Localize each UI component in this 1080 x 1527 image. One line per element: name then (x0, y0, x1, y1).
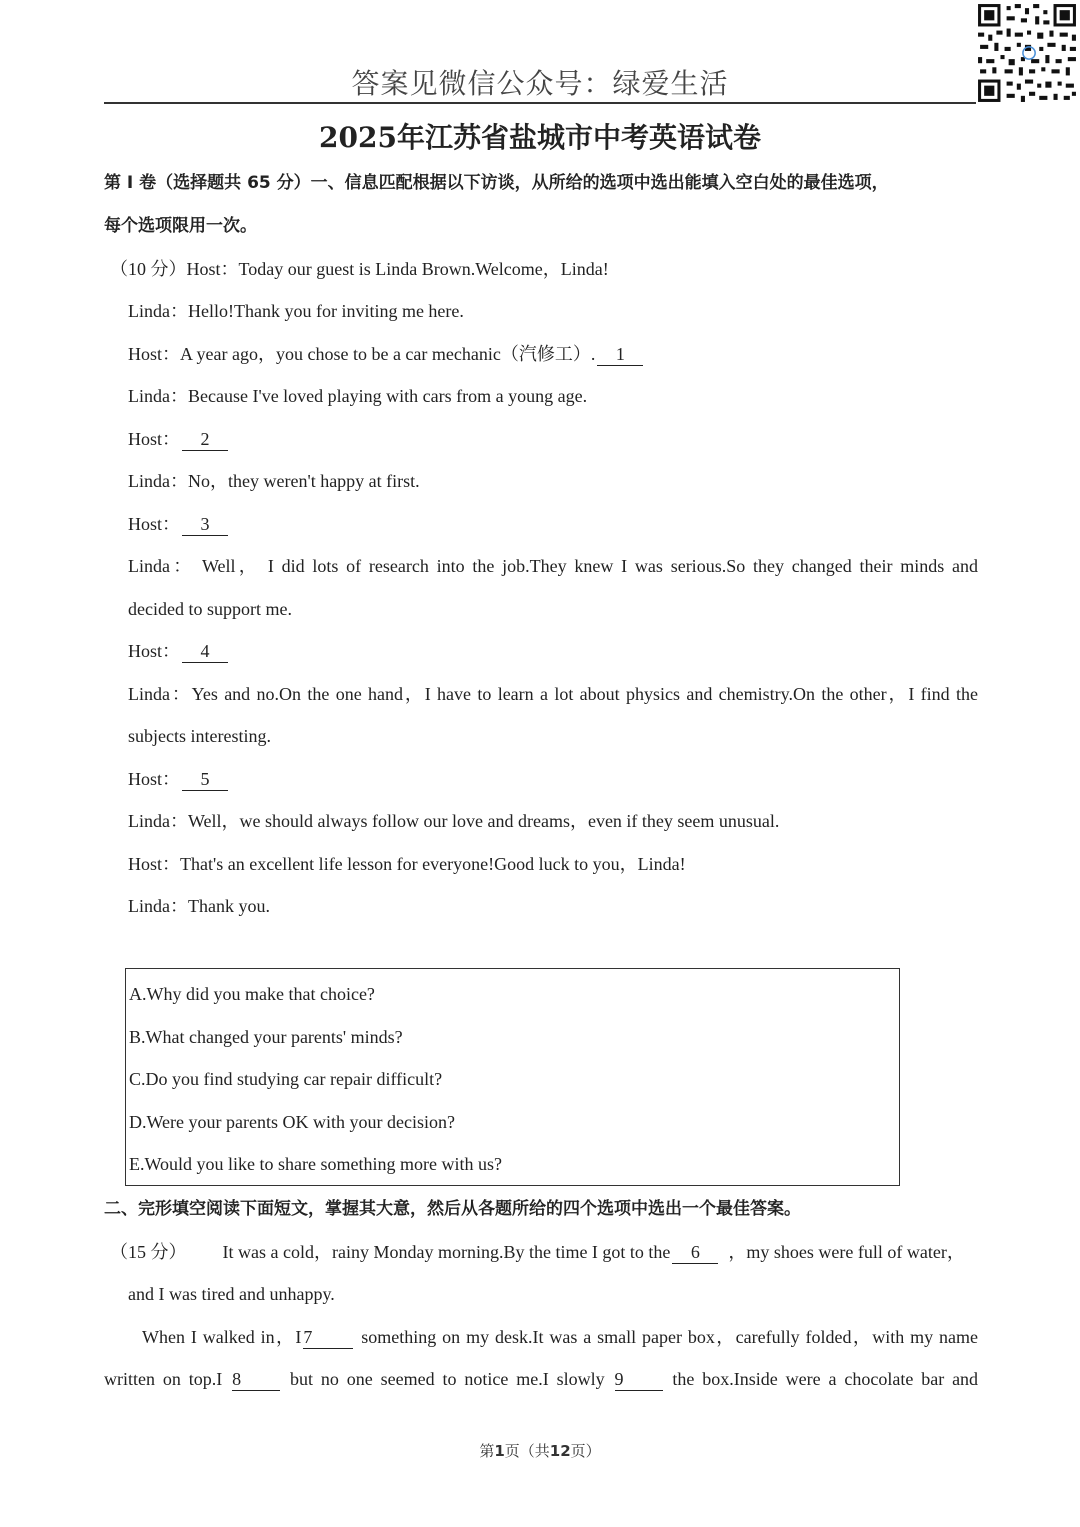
cloze-line-3 (142, 1324, 978, 1350)
cloze-score: （15 分） (110, 1242, 187, 1262)
cloze-text-1b: ，my shoes were full of water， (728, 1242, 965, 1262)
host-label: Host： (128, 514, 181, 534)
blank-5: 5 (182, 768, 228, 791)
option-e: E.Would you like to share something more with us? (129, 1154, 502, 1174)
blank-6: 6 (672, 1241, 718, 1264)
dialogue-line-7 (128, 511, 230, 537)
blank-3: 3 (182, 513, 228, 536)
blank-8: 8 (232, 1368, 280, 1391)
cloze-line-1 (110, 1239, 965, 1265)
dialogue-line-15: Host：That's an excellent life lesson for everyone!Good luck to you，Linda! (128, 854, 686, 874)
dialogue-line-10 (128, 638, 230, 664)
cloze-text-4c: the box.Inside were a chocolate bar and (672, 1369, 979, 1389)
dialogue-line-4: Linda：Because I've loved playing with cars from a young age. (128, 386, 588, 406)
footer-mid: 页（共 (504, 1442, 550, 1460)
option-b: B.What changed your parents' minds? (129, 1027, 403, 1047)
dialogue-line-12: subjects interesting. (128, 726, 271, 746)
cloze-line-4 (104, 1366, 978, 1392)
footer-total-pages: 12 (549, 1442, 571, 1460)
blank-2: 2 (182, 428, 228, 451)
host-label: Host： (128, 429, 181, 449)
header-text: 答案见微信公众号：绿爱生活 (351, 67, 729, 100)
option-c: C.Do you find studying car repair difficult? (129, 1069, 443, 1089)
dialogue-line-6: Linda：No，they weren't happy at first. (128, 471, 420, 491)
qr-code-icon (976, 2, 1078, 104)
dialogue-line-2: Linda：Hello!Thank you for inviting me here. (128, 301, 464, 321)
section1-heading-line2: 每个选项限用一次。 (104, 216, 257, 236)
section1-heading-line1: 第 I 卷（选择题共 65 分）一、信息匹配根据以下访谈，从所给的选项中选出能填入空白处的最佳选项， (104, 173, 889, 193)
cloze-text-1a: It was a cold，rainy Monday morning.By the time I got to the (222, 1242, 671, 1262)
dialogue-line-8: Linda： Well， I did lots of research into the job.They knew I was serious.So they changed their minds and (128, 556, 978, 576)
page-footer (0, 1440, 1080, 1461)
cloze-text-3b: something on my desk.It was a small paper box，carefully folded，with my name (361, 1327, 978, 1347)
cloze-line-2: and I was tired and unhappy. (128, 1284, 335, 1304)
footer-page-number: 1 (494, 1442, 505, 1460)
blank-7: 7 (303, 1326, 353, 1349)
dialogue-line-11: Linda：Yes and no.On the one hand，I have to learn a lot about physics and chemistry.On the other，I find the (128, 684, 978, 704)
footer-pre: 第 (479, 1442, 495, 1460)
blank-1: 1 (597, 343, 643, 366)
blank-9: 9 (615, 1368, 663, 1391)
dialogue-line-16: Linda：Thank you. (128, 896, 270, 916)
dialogue-line-3-text: Host：A year ago，you chose to be a car mechanic（汽修工）. (128, 344, 596, 364)
section2-heading: 二、完形填空阅读下面短文，掌握其大意，然后从各题所给的四个选项中选出一个最佳答案。 (104, 1199, 801, 1219)
option-d: D.Were your parents OK with your decision? (129, 1112, 455, 1132)
blank-4: 4 (182, 640, 228, 663)
host-label: Host： (128, 641, 181, 661)
cloze-text-4b: but no one seemed to notice me.I slowly (290, 1369, 605, 1389)
cloze-text-3a: When I walked in，I (142, 1327, 302, 1347)
dialogue-line-13 (128, 766, 230, 792)
dialogue-line-14: Linda：Well，we should always follow our love and dreams，even if they seem unusual. (128, 811, 780, 831)
page-title: 2025年江苏省盐城市中考英语试卷 (319, 121, 761, 154)
dialogue-line-9: decided to support me. (128, 599, 292, 619)
dialogue-line-3 (128, 341, 645, 367)
header-divider (104, 102, 976, 104)
option-a: A.Why did you make that choice? (129, 984, 375, 1004)
host-label: Host： (128, 769, 181, 789)
dialogue-line-5 (128, 426, 230, 452)
dialogue-line-1: （10 分）Host：Today our guest is Linda Brown.Welcome，Linda! (110, 259, 609, 279)
cloze-text-4a: written on top.I (104, 1369, 223, 1389)
footer-post: 页） (570, 1442, 601, 1460)
